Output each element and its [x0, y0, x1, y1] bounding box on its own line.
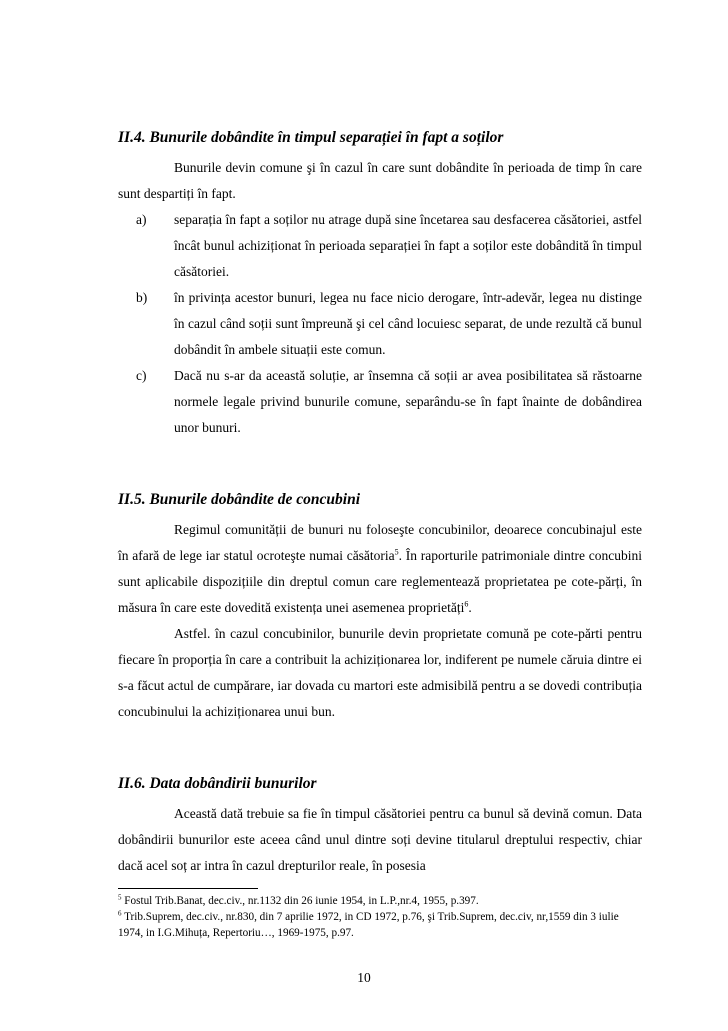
- footnote: [118, 909, 642, 941]
- list-item-text: separația în fapt a soților nu atrage după sine încetarea sau desfacerea căsătoriei, astfel încât bunul achiziționat în perioada separației în fapt a soților este dobândită în timpul căsătoriei.: [174, 212, 642, 279]
- footnote-number: 6: [118, 909, 122, 918]
- list-item: [118, 285, 642, 363]
- list-item-text: în privința acestor bunuri, legea nu face nicio derogare, într-adevăr, legea nu distinge în cazul când soții sunt împreună şi cel când locuiesc separat, de unde rezultă că bunul dobândit în ambele situații este comun.: [174, 290, 642, 357]
- paragraph: Această dată trebuie sa fie în timpul căsătoriei pentru ca bunul să devină comun. Data dobândirii bunurilor este aceea când unul dintre soți devine titularul dreptului respectiv, chiar dacă acel soț ar intra în cazul drepturilor reale, în posesia: [118, 806, 642, 873]
- paragraph: Bunurile devin comune şi în cazul în care sunt dobândite în perioada de timp în care sunt despartiți în fapt.: [118, 160, 642, 201]
- text-run: Regimul comunității de bunuri nu foloseşte concubinilor, deoarece concubinajul este în afară de lege iar statul ocroteşte numai căsătoria: [118, 522, 642, 563]
- section-heading: II.5. Bunurile dobândite de concubini: [118, 491, 361, 508]
- section-gap: [118, 725, 642, 767]
- section-ii-6: [118, 767, 642, 879]
- section-heading: II.4. Bunurile dobândite în timpul separației în fapt a soților: [118, 129, 504, 146]
- lettered-list: [118, 207, 642, 441]
- paragraph: [118, 517, 642, 621]
- list-marker: b): [136, 290, 148, 305]
- footnote: [118, 893, 642, 909]
- list-item-text: Dacă nu s-ar da această soluție, ar însemna că soții ar avea posibilitatea să răstoarne normele legale privind bunurile comune, separându-se în fapt înainte de dobândirea unor bunuri.: [174, 368, 642, 435]
- list-marker: c): [136, 368, 147, 383]
- footnote-number: 5: [118, 893, 122, 902]
- footnote-ref[interactable]: 6: [464, 599, 469, 609]
- footnote-separator: [118, 888, 258, 889]
- page-number: 10: [357, 970, 371, 985]
- paragraph: Astfel. în cazul concubinilor, bunurile devin proprietate comună pe cote-părti pentru fiecare în proporția în care a contribuit la achiziționarea lor, indiferent pe numele căruia dintre ei s-a făcut actul de cumpărare, iar dovada cu martori este admisibilă pentru a se dovedi contribuția concubinului la achiziționarea unui bun.: [118, 626, 642, 719]
- footnote-text: Trib.Suprem, dec.civ., nr.830, din 7 aprilie 1972, in CD 1972, p.76, şi Trib.Suprem, dec.civ, nr,1559 din 3 iulie 1974, in I.G.Mihuța, Repertoriu…, 1969-1975, p.97.: [118, 911, 619, 939]
- text-run: . În raporturile patrimoniale dintre concubini sunt aplicabile dispozițiile din dreptul comun care reglementează proprietatea pe cote-părți, în măsura în care este dovedită existența unei asemenea proprietăți: [118, 548, 642, 615]
- list-item: [118, 363, 642, 441]
- footnote-text: Fostul Trib.Banat, dec.civ., nr.1132 din 26 iunie 1954, in L.P.,nr.4, 1955, p.397.: [121, 895, 479, 907]
- section-heading: II.6. Data dobândirii bunurilor: [118, 775, 317, 792]
- footnote-ref[interactable]: 5: [394, 547, 399, 557]
- section-ii-4: [118, 121, 642, 441]
- section-gap: [118, 441, 642, 483]
- list-marker: a): [136, 212, 147, 227]
- list-item: [118, 207, 642, 285]
- section-ii-5: [118, 483, 642, 725]
- footnotes: [118, 888, 642, 941]
- page-body: [118, 121, 642, 879]
- text-run: .: [468, 600, 472, 615]
